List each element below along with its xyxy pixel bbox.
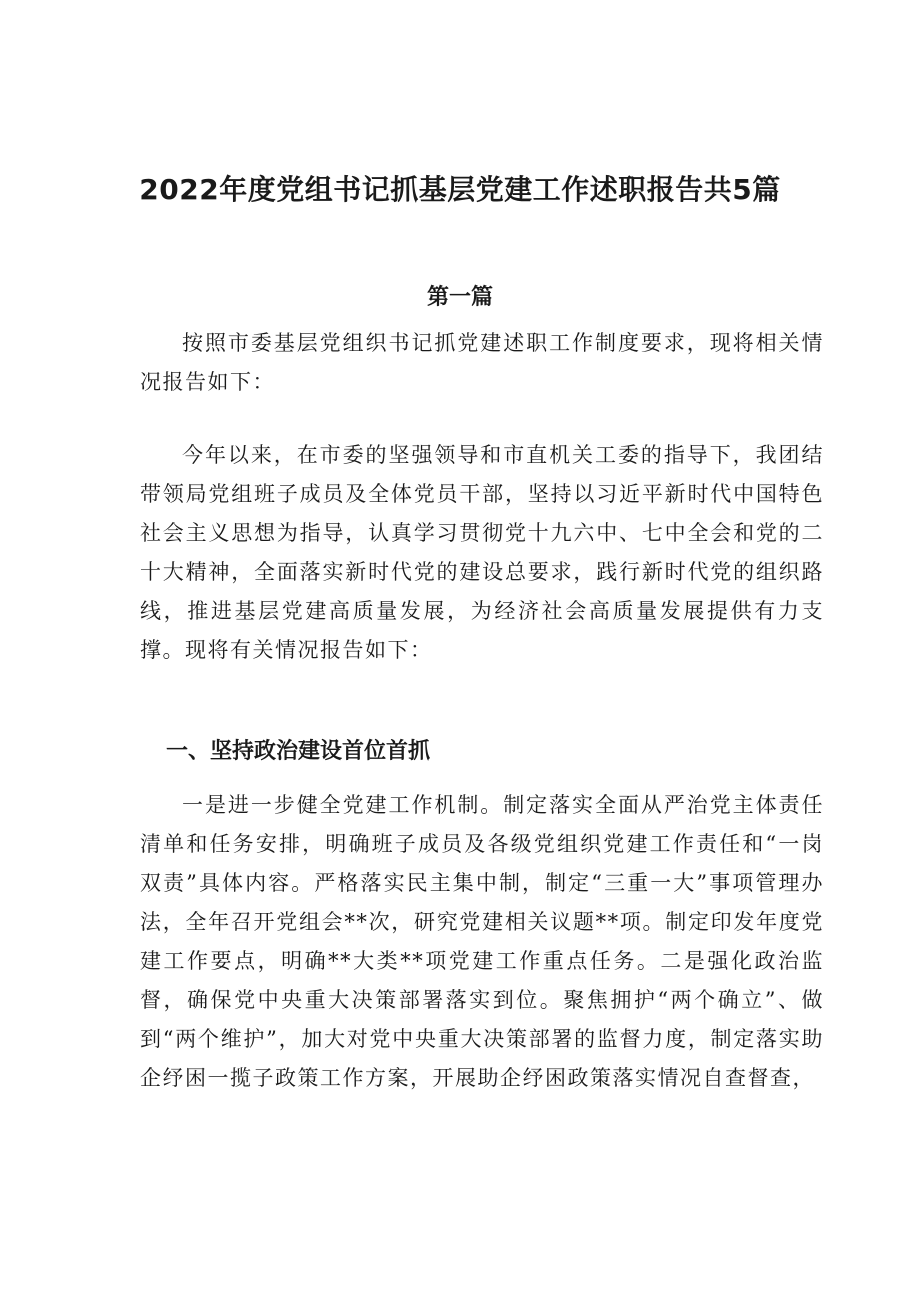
point1-body-paragraph: 一是进一步健全党建工作机制。制定落实全面从严治党主体责任清单和任务安排，明确班子成员及各级党组织党建工作责任和“一岗双责”具体内容。严格落实民主集中制，制定“三重一大”事项管理办法，全年召开党组会**次，研究党建相关议题**项。制定印发年度党建工作要点，明确**大类**项党建工作重点任务。二是强化政治监督，确保党中央重大决策部署落实到位。聚焦拥护“两个确立”、做到“两个维护”，加大对党中央重大决策部署的监督力度，制定落实助企纾困一揽子政策工作方案，开展助企纾困政策落实情况自查督查， — [140, 793, 824, 1090]
point1-heading: 一、坚持政治建设首位首抓 — [166, 739, 431, 764]
document-title: 2022年度党组书记抓基层党建工作述职报告共5篇 — [139, 173, 781, 206]
overview-paragraph: 今年以来，在市委的坚强领导和市直机关工委的指导下，我团结带领局党组班子成员及全体党员干部，坚持以习近平新时代中国特色社会主义思想为指导，认真学习贯彻党十九六中、七中全会和党的二十大精神，全面落实新时代党的建设总要求，践行新时代党的组织路线，推进基层党建高质量发展，为经济社会高质量发展提供有力支撑。现将有关情况报告如下： — [140, 443, 824, 662]
section-title: 第一篇 — [426, 285, 493, 310]
intro-paragraph: 按照市委基层党组织书记抓党建述职工作制度要求，现将相关情况报告如下： — [140, 331, 824, 394]
